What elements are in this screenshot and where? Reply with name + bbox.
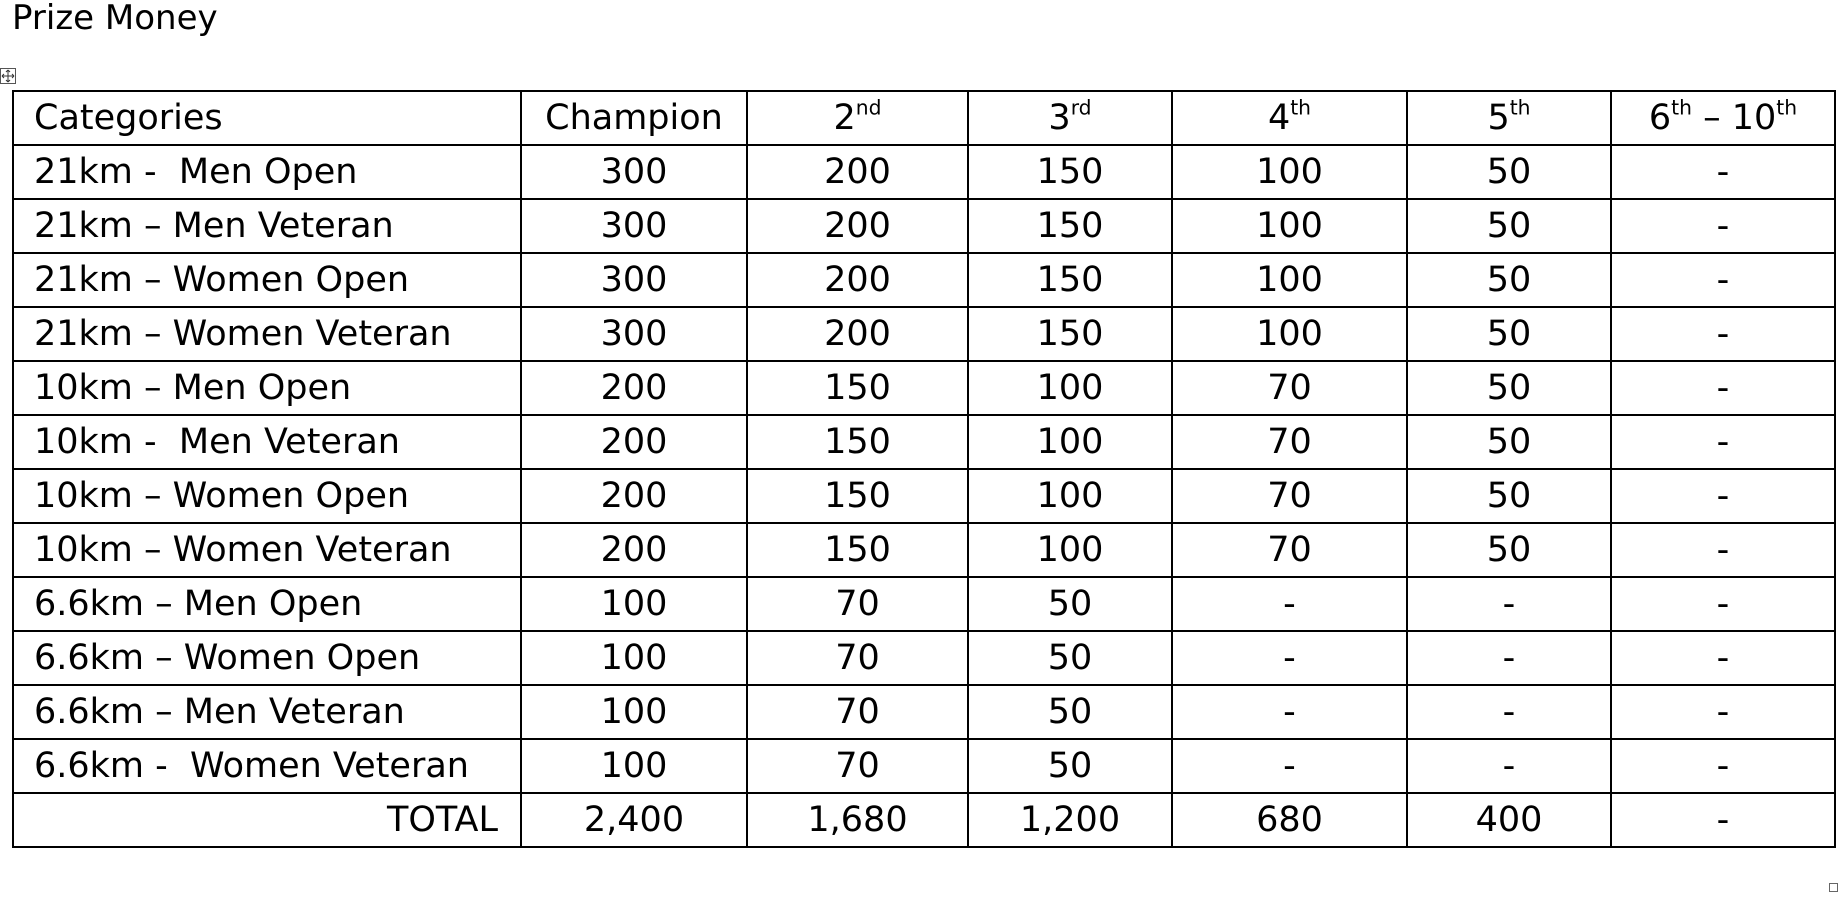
prize-cell: 70: [1172, 415, 1407, 469]
prize-cell: 100: [968, 469, 1172, 523]
category-cell: 6.6km - Women Veteran: [13, 739, 521, 793]
total-label: TOTAL: [13, 793, 521, 847]
category-cell: 10km – Women Open: [13, 469, 521, 523]
prize-cell: 70: [747, 577, 968, 631]
total-value: 2,400: [521, 793, 747, 847]
table-row: [13, 577, 1835, 631]
prize-cell: -: [1172, 685, 1407, 739]
prize-cell: 150: [968, 199, 1172, 253]
prize-cell: 100: [1172, 307, 1407, 361]
prize-cell: 100: [968, 415, 1172, 469]
table-resize-handle[interactable]: [1829, 883, 1838, 892]
prize-cell: -: [1611, 307, 1835, 361]
prize-cell: 100: [1172, 199, 1407, 253]
prize-cell: 200: [747, 307, 968, 361]
table-row: [13, 361, 1835, 415]
category-cell: 21km – Women Veteran: [13, 307, 521, 361]
prize-cell: 100: [521, 577, 747, 631]
table-row: [13, 145, 1835, 199]
prize-cell: -: [1407, 631, 1611, 685]
prize-cell: 200: [521, 361, 747, 415]
table-row: [13, 469, 1835, 523]
header-3rd: 3rd: [968, 91, 1172, 145]
table-body: [13, 145, 1835, 793]
prize-cell: 200: [747, 253, 968, 307]
prize-cell: 150: [968, 307, 1172, 361]
prize-cell: -: [1611, 523, 1835, 577]
prize-cell: -: [1611, 361, 1835, 415]
prize-cell: 200: [521, 469, 747, 523]
table-row: [13, 739, 1835, 793]
document-title: Prize Money: [12, 0, 218, 38]
total-value: 400: [1407, 793, 1611, 847]
prize-cell: 300: [521, 145, 747, 199]
prize-cell: 50: [1407, 307, 1611, 361]
prize-cell: 300: [521, 307, 747, 361]
category-cell: 21km – Men Veteran: [13, 199, 521, 253]
category-cell: 6.6km – Men Veteran: [13, 685, 521, 739]
prize-cell: 50: [968, 577, 1172, 631]
category-cell: 10km – Men Open: [13, 361, 521, 415]
category-cell: 10km – Women Veteran: [13, 523, 521, 577]
prize-cell: -: [1611, 145, 1835, 199]
header-categories: Categories: [13, 91, 521, 145]
prize-cell: 50: [1407, 415, 1611, 469]
prize-cell: -: [1407, 685, 1611, 739]
prize-cell: 100: [521, 685, 747, 739]
prize-cell: 50: [1407, 253, 1611, 307]
prize-cell: 300: [521, 199, 747, 253]
prize-cell: 50: [968, 631, 1172, 685]
prize-cell: 70: [747, 631, 968, 685]
total-value: 1,200: [968, 793, 1172, 847]
prize-cell: 70: [1172, 469, 1407, 523]
prize-cell: -: [1611, 253, 1835, 307]
prize-cell: 50: [1407, 361, 1611, 415]
table-row: [13, 199, 1835, 253]
category-cell: 6.6km – Women Open: [13, 631, 521, 685]
header-4th: 4th: [1172, 91, 1407, 145]
table-row: [13, 631, 1835, 685]
prize-cell: 70: [747, 685, 968, 739]
prize-cell: 100: [1172, 253, 1407, 307]
prize-cell: -: [1611, 415, 1835, 469]
prize-cell: 50: [1407, 199, 1611, 253]
prize-cell: 50: [1407, 523, 1611, 577]
prize-cell: 150: [747, 415, 968, 469]
prize-cell: 50: [1407, 469, 1611, 523]
prize-cell: 50: [1407, 145, 1611, 199]
prize-cell: -: [1172, 739, 1407, 793]
prize-cell: 70: [1172, 523, 1407, 577]
header-6th-10th: 6th – 10th: [1611, 91, 1835, 145]
prize-cell: 150: [968, 253, 1172, 307]
prize-cell: -: [1611, 631, 1835, 685]
table-header-row: [13, 91, 1835, 145]
prize-cell: -: [1611, 199, 1835, 253]
prize-cell: -: [1611, 739, 1835, 793]
table-row: [13, 253, 1835, 307]
prize-cell: 200: [521, 523, 747, 577]
prize-cell: -: [1407, 739, 1611, 793]
header-champion: Champion: [521, 91, 747, 145]
table-row: [13, 415, 1835, 469]
total-row: [13, 793, 1835, 847]
category-cell: 21km – Women Open: [13, 253, 521, 307]
table-row: [13, 685, 1835, 739]
table-row: [13, 307, 1835, 361]
total-value: 680: [1172, 793, 1407, 847]
category-cell: 21km - Men Open: [13, 145, 521, 199]
total-value: -: [1611, 793, 1835, 847]
prize-cell: 150: [747, 523, 968, 577]
prize-cell: 100: [521, 739, 747, 793]
table-move-handle-icon[interactable]: [0, 68, 16, 84]
prize-cell: 70: [747, 739, 968, 793]
prize-cell: 100: [1172, 145, 1407, 199]
prize-money-table: [12, 90, 1836, 848]
prize-cell: 200: [747, 199, 968, 253]
header-5th: 5th: [1407, 91, 1611, 145]
prize-cell: 150: [747, 361, 968, 415]
category-cell: 10km - Men Veteran: [13, 415, 521, 469]
prize-cell: 70: [1172, 361, 1407, 415]
prize-cell: -: [1172, 577, 1407, 631]
prize-cell: 150: [747, 469, 968, 523]
prize-cell: 50: [968, 685, 1172, 739]
prize-cell: 100: [968, 361, 1172, 415]
prize-cell: -: [1611, 469, 1835, 523]
prize-cell: -: [1611, 685, 1835, 739]
total-value: 1,680: [747, 793, 968, 847]
prize-cell: 100: [968, 523, 1172, 577]
category-cell: 6.6km – Men Open: [13, 577, 521, 631]
prize-cell: -: [1407, 577, 1611, 631]
prize-cell: 300: [521, 253, 747, 307]
prize-cell: 200: [747, 145, 968, 199]
header-2nd: 2nd: [747, 91, 968, 145]
prize-cell: -: [1172, 631, 1407, 685]
prize-cell: -: [1611, 577, 1835, 631]
prize-cell: 50: [968, 739, 1172, 793]
prize-cell: 100: [521, 631, 747, 685]
prize-cell: 200: [521, 415, 747, 469]
table-row: [13, 523, 1835, 577]
prize-cell: 150: [968, 145, 1172, 199]
